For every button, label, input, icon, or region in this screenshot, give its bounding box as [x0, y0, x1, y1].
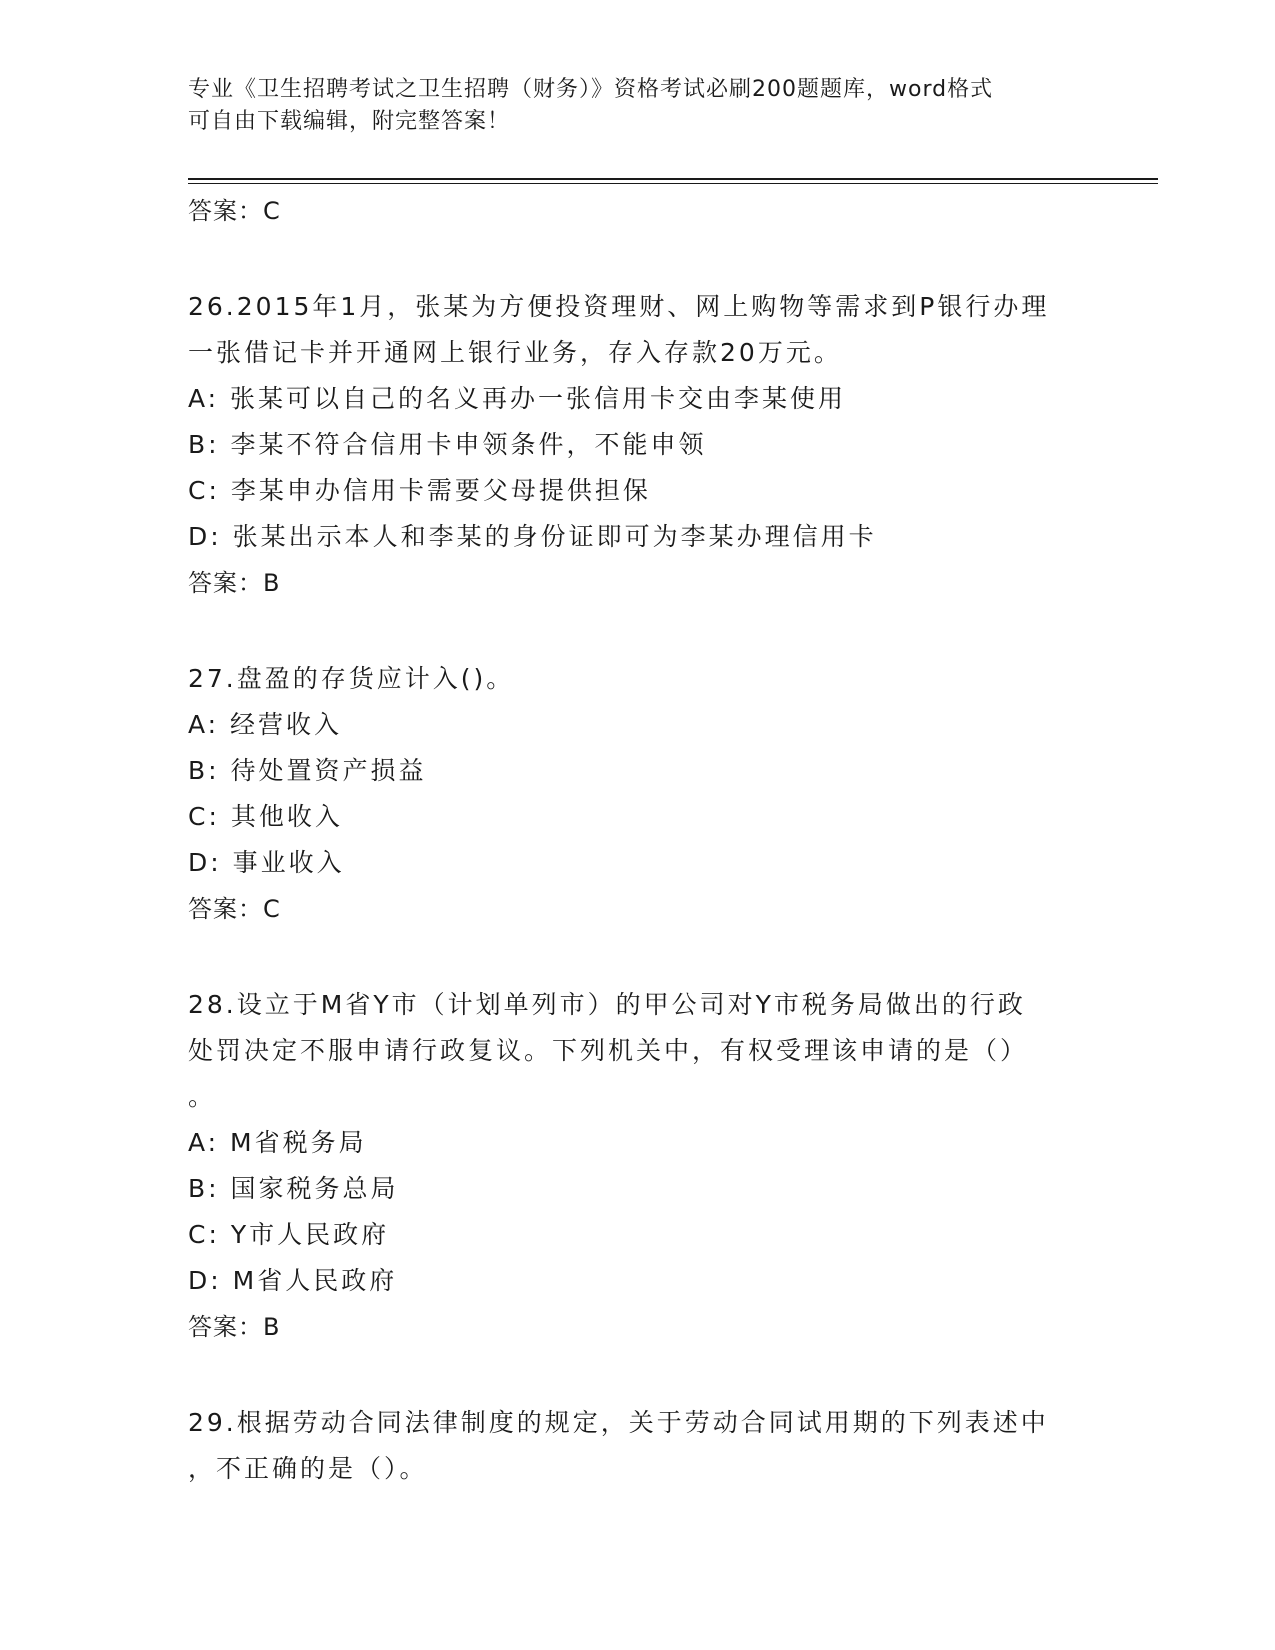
option-a: A: 张某可以自己的名义再办一张信用卡交由李某使用 — [188, 384, 847, 413]
stem-line: 26.2015年1月，张某为方便投资理财、网上购物等需求到P银行办理 — [188, 292, 1050, 321]
question-stem — [188, 982, 1088, 1120]
option-d: D: 张某出示本人和李某的身份证即可为李某办理信用卡 — [188, 522, 877, 551]
header-line-1: 专业《卫生招聘考试之卫生招聘（财务）》资格考试必刷200题题库，word格式 — [188, 77, 994, 102]
stem-line: 。 — [188, 1082, 217, 1111]
answer-line: 答案：B — [188, 569, 281, 597]
stem-line: 28.设立于M省Y市（计划单列市）的甲公司对Y市税务局做出的行政 — [188, 990, 1026, 1019]
answer-line: 答案：C — [188, 197, 281, 225]
answer-line: 答案：C — [188, 895, 281, 923]
stem-line: ，不正确的是（）。 — [188, 1454, 428, 1483]
option-d: D: M省人民政府 — [188, 1266, 398, 1295]
header-divider-thin — [188, 183, 1158, 184]
option-b: B: 国家税务总局 — [188, 1174, 399, 1203]
stem-line: 27.盘盈的存货应计入()。 — [188, 664, 515, 693]
question-28 — [188, 982, 1088, 1350]
stem-line: 一张借记卡并开通网上银行业务，存入存款20万元。 — [188, 338, 842, 367]
option-c: C: 其他收入 — [188, 802, 343, 831]
header-divider-thick — [188, 178, 1158, 180]
question-27 — [188, 656, 1088, 932]
option-b: B: 李某不符合信用卡申领条件，不能申领 — [188, 430, 707, 459]
header-line-2: 可自由下载编辑，附完整答案！ — [188, 109, 511, 134]
option-c: C: 李某申办信用卡需要父母提供担保 — [188, 476, 651, 505]
question-stem — [188, 656, 1088, 702]
question-list — [188, 188, 1088, 1492]
question-stem — [188, 284, 1088, 376]
question-26 — [188, 284, 1088, 606]
option-d: D: 事业收入 — [188, 848, 345, 877]
question-stem — [188, 1400, 1088, 1492]
option-a: A: M省税务局 — [188, 1128, 367, 1157]
document-header — [188, 74, 1088, 138]
question-29 — [188, 1400, 1088, 1492]
option-c: C: Y市人民政府 — [188, 1220, 390, 1249]
option-b: B: 待处置资产损益 — [188, 756, 427, 785]
option-a: A: 经营收入 — [188, 710, 343, 739]
answer-line: 答案：B — [188, 1313, 281, 1341]
stem-line: 29.根据劳动合同法律制度的规定，关于劳动合同试用期的下列表述中 — [188, 1408, 1049, 1437]
stem-line: 处罚决定不服申请行政复议。下列机关中，有权受理该申请的是（） — [188, 1036, 1029, 1065]
